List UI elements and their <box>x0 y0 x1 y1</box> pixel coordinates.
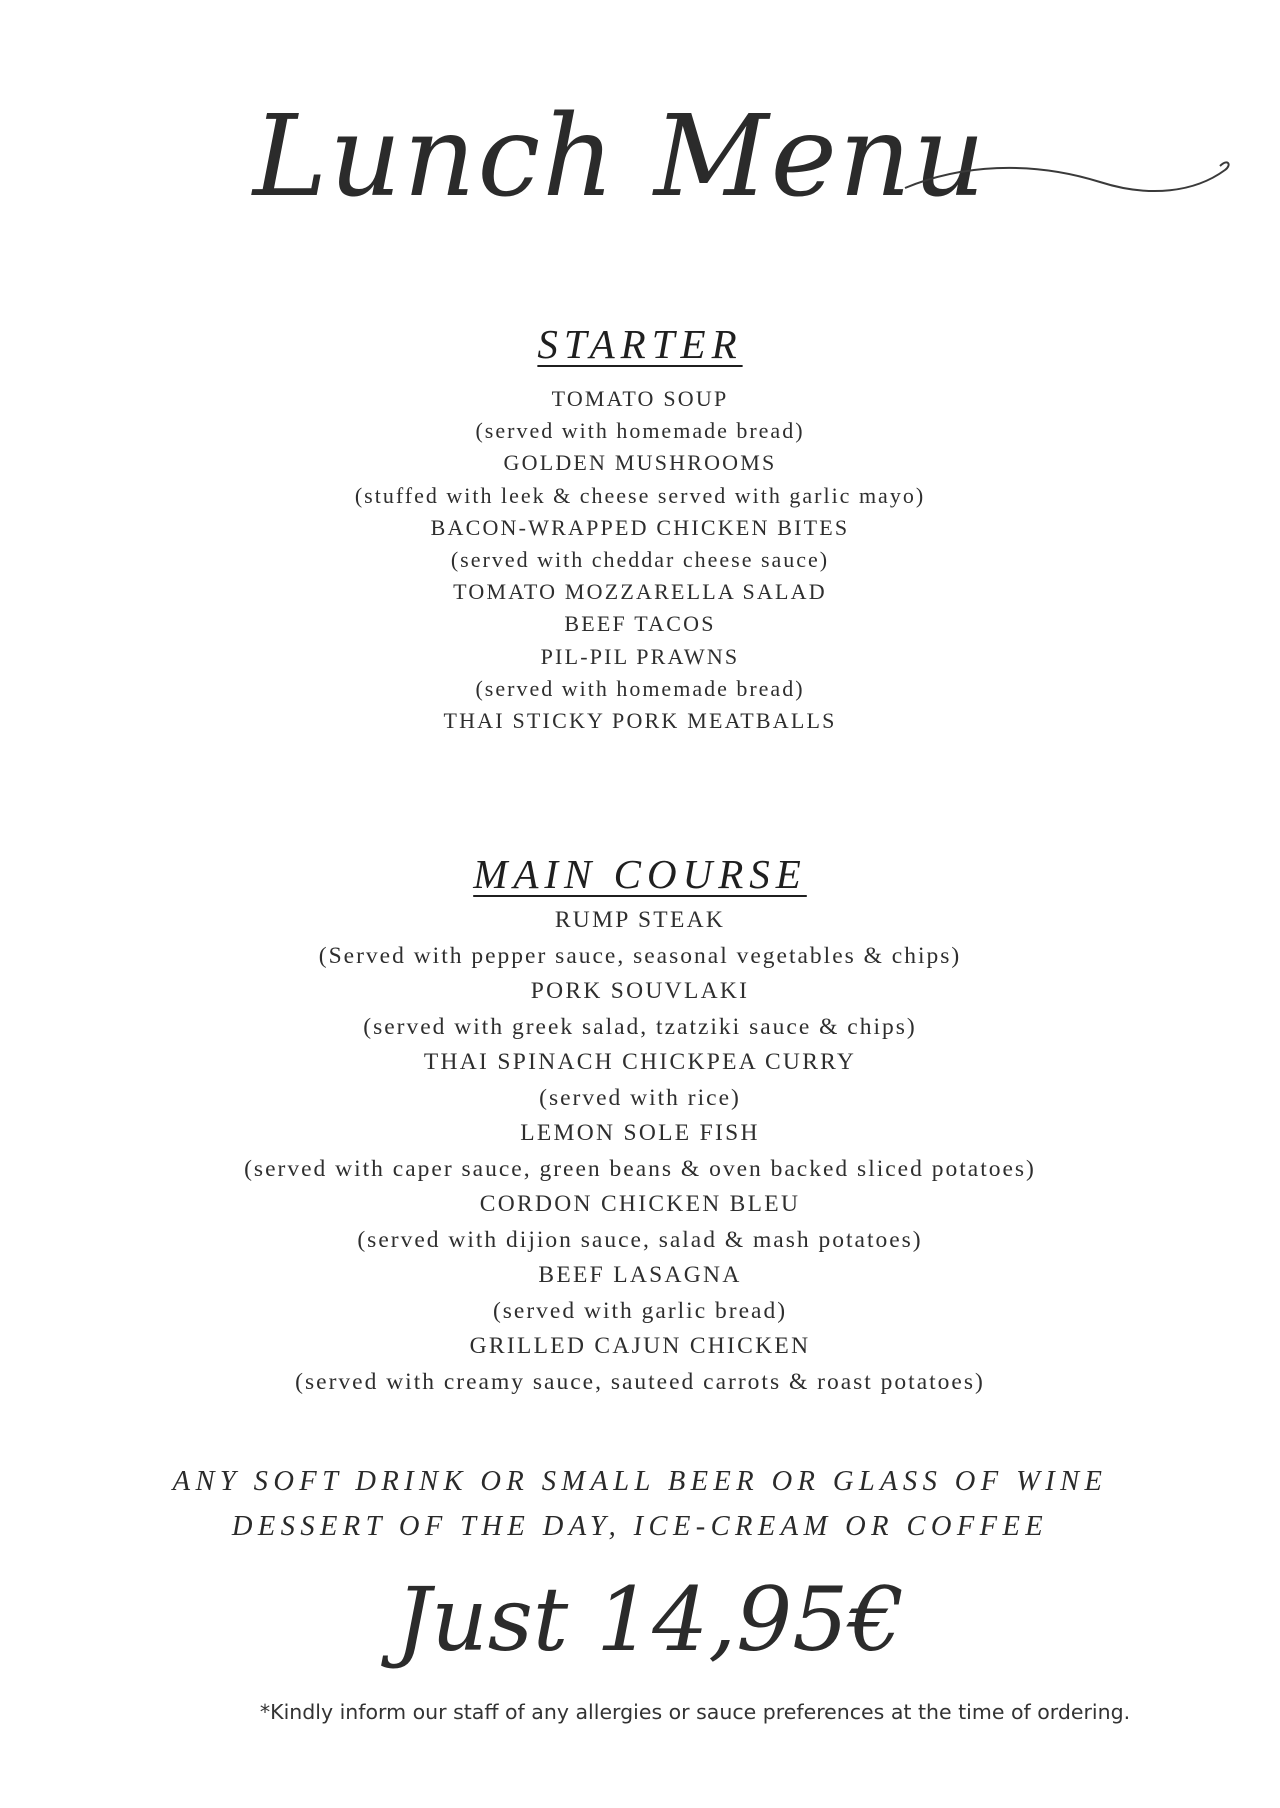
main-course-heading: MAIN COURSE <box>473 851 807 897</box>
starter-dish-name: THAI STICKY PORK MEATBALLS <box>443 707 837 733</box>
starter-dish-name: PIL-PIL PRAWNS <box>540 643 740 669</box>
main-course-dish-name: CORDON CHICKEN BLEU <box>479 1191 801 1217</box>
main-course-dish-name: THAI SPINACH CHICKPEA CURRY <box>423 1049 857 1075</box>
main-course-list <box>0 903 1280 1400</box>
starter-dish-description: (served with homemade bread) <box>475 675 805 701</box>
main-course-dish-name: GRILLED CAJUN CHICKEN <box>469 1333 811 1359</box>
included-extras <box>0 1459 1280 1549</box>
extras-dessert-line: DESSERT OF THE DAY, ICE-CREAM OR COFFEE <box>231 1511 1049 1542</box>
allergy-footnote: *Kindly inform our staff of any allergies or sauce preferences at the time of ordering. <box>259 1700 1131 1724</box>
main-course-dish-description: (served with caper sauce, green beans & oven backed sliced potatoes) <box>244 1155 1036 1182</box>
menu-title-text: Lunch Menu <box>252 92 988 222</box>
starter-dish-name: BACON-WRAPPED CHICKEN BITES <box>430 514 850 540</box>
main-course-dish-name: BEEF LASAGNA <box>538 1262 742 1288</box>
main-course-dish-description: (Served with pepper sauce, seasonal vegetables & chips) <box>318 942 962 969</box>
main-course-dish-name: PORK SOUVLAKI <box>530 978 750 1004</box>
main-course-dish-description: (served with creamy sauce, sauteed carrots & roast potatoes) <box>295 1368 985 1395</box>
starter-dish-name: GOLDEN MUSHROOMS <box>503 450 777 476</box>
extras-drinks-line: ANY SOFT DRINK OR SMALL BEER OR GLASS OF WINE <box>172 1466 1108 1497</box>
starter-dish-description: (served with homemade bread) <box>475 418 805 444</box>
starter-dish-description: (stuffed with leek & cheese served with garlic mayo) <box>354 482 926 508</box>
starter-list <box>0 383 1280 737</box>
starter-dish-description: (served with cheddar cheese sauce) <box>450 546 830 572</box>
main-course-dish-description: (served with dijion sauce, salad & mash potatoes) <box>357 1226 923 1253</box>
menu-title <box>0 70 1280 250</box>
starter-dish-name: TOMATO MOZZARELLA SALAD <box>453 579 827 605</box>
price-text: Just 14,95€ <box>395 1568 905 1671</box>
main-course-dish-name: RUMP STEAK <box>554 907 726 933</box>
main-course-dish-description: (served with rice) <box>539 1084 741 1111</box>
starter-dish-name: TOMATO SOUP <box>551 386 729 411</box>
starter-dish-name: BEEF TACOS <box>564 611 716 637</box>
menu-title-script <box>0 70 1280 250</box>
price <box>0 1555 1280 1695</box>
main-course-dish-description: (served with garlic bread) <box>492 1297 788 1324</box>
main-course-dish-description: (served with greek salad, tzatziki sauce & chips) <box>363 1013 917 1040</box>
starter-heading: STARTER <box>537 321 743 367</box>
main-course-dish-name: LEMON SOLE FISH <box>520 1120 760 1146</box>
price-script <box>0 1555 1280 1695</box>
